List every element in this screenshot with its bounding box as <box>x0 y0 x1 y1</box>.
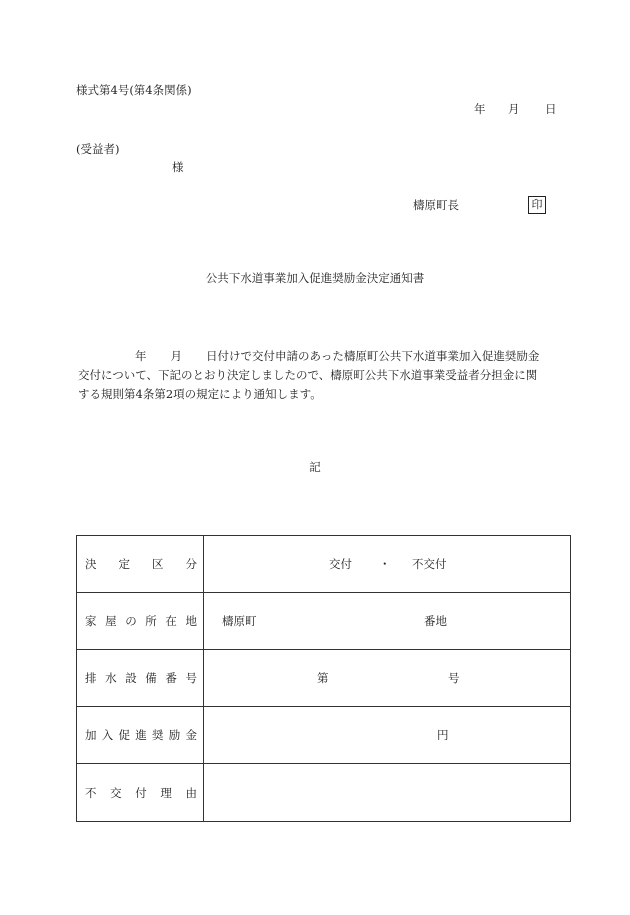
incentive-unit: 円 <box>437 728 449 742</box>
table-row-drainage <box>77 650 571 707</box>
table-row-reason <box>77 764 571 822</box>
issuer-title: 檮原町長 <box>413 198 459 212</box>
seal-mark: 印 <box>528 196 546 214</box>
location-lot-suffix: 番地 <box>424 614 447 628</box>
location-value <box>204 593 571 650</box>
drainage-label: 排水設備番号 <box>77 650 204 707</box>
option-separator: ・ <box>379 557 391 571</box>
drainage-prefix: 第 <box>317 671 329 685</box>
table-row-location <box>77 593 571 650</box>
drainage-value <box>204 650 571 707</box>
form-number: 様式第4号(第4条関係) <box>76 83 192 97</box>
body-text <box>78 347 558 404</box>
incentive-label: 加入促進奨励金 <box>77 707 204 764</box>
recipient-honorific: 様 <box>172 160 184 174</box>
details-table <box>76 535 571 822</box>
decision-label: 決定区分 <box>77 536 204 593</box>
body-date-year: 年 <box>135 349 147 363</box>
location-town: 檮原町 <box>222 614 257 628</box>
reason-value <box>204 764 571 822</box>
body-line-3: する規則第4条第2項の規定により通知します。 <box>78 387 322 401</box>
body-line-1 <box>78 347 558 366</box>
table-row-incentive <box>77 707 571 764</box>
document-title: 公共下水道事業加入促進奨励金決定通知書 <box>205 271 425 285</box>
drainage-suffix: 号 <box>448 671 460 685</box>
incentive-value <box>204 707 571 764</box>
date-year-label: 年 <box>474 102 486 116</box>
table-row-decision <box>77 536 571 593</box>
body-line-1-text: 日付けで交付申請のあった檮原町公共下水道事業加入促進奨励金 <box>206 349 540 363</box>
date-day-label: 日 <box>545 102 557 116</box>
option-deliver: 交付 <box>329 557 352 571</box>
body-line-2: 交付について、下記のとおり決定しましたので、檮原町公共下水道事業受益者分担金に関 <box>78 368 538 382</box>
date-month-label: 月 <box>508 102 520 116</box>
body-date-month: 月 <box>170 349 182 363</box>
decision-value <box>204 536 571 593</box>
location-label: 家屋の所在地 <box>77 593 204 650</box>
reason-label: 不交付理由 <box>77 764 204 822</box>
recipient-label: (受益者) <box>76 142 120 156</box>
notation-ki: 記 <box>309 460 321 474</box>
option-not-deliver: 不交付 <box>412 557 447 571</box>
